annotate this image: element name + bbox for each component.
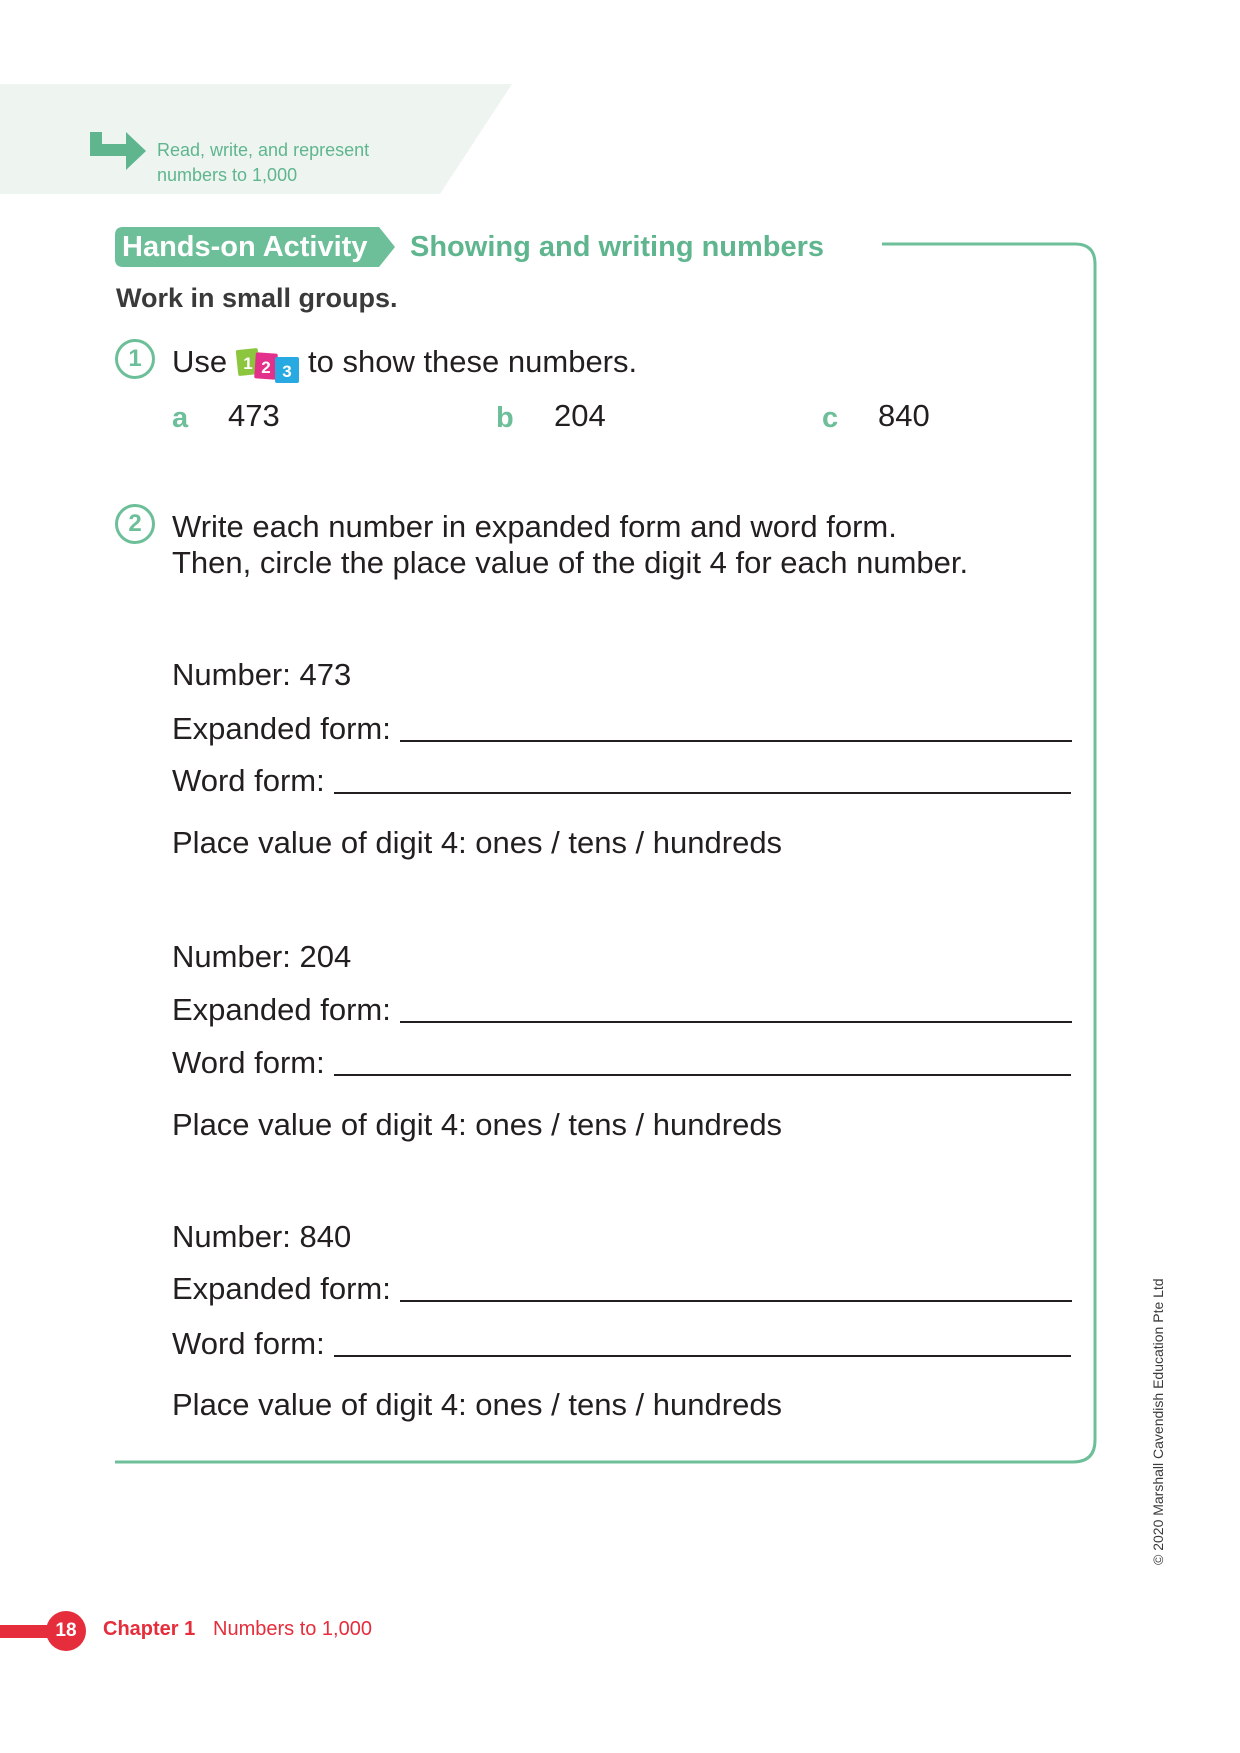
block-3-place-value[interactable]: Place value of digit 4: ones / tens / hundreds <box>172 1387 783 1422</box>
block-2-expanded-label: Expanded form: <box>172 992 391 1027</box>
block-1-expanded-label: Expanded form: <box>172 711 391 746</box>
lesson-objective-line2: numbers to 1,000 <box>157 165 298 185</box>
question-1-text-after: to show these numbers. <box>308 344 638 379</box>
lesson-objective <box>157 138 369 188</box>
question-1-number: 1 <box>115 339 155 379</box>
copyright-notice: © 2020 Marshall Cavendish Education Pte Ltd <box>1150 1278 1166 1565</box>
chapter-label: Chapter 1 <box>103 1618 196 1640</box>
page-number: 18 <box>46 1611 86 1651</box>
block-1-place-value[interactable]: Place value of digit 4: ones / tens / hundreds <box>172 825 783 860</box>
question-2-line2: Then, circle the place value of the digit 4 for each number. <box>172 545 969 580</box>
number-cards-icon <box>235 345 303 385</box>
chapter-title: Numbers to 1,000 <box>213 1618 372 1640</box>
block-3-word-answer-line[interactable] <box>334 1355 1071 1357</box>
block-3-number: Number: 840 <box>172 1219 352 1254</box>
activity-badge-label: Hands-on Activity <box>122 231 368 263</box>
block-2-place-value[interactable]: Place value of digit 4: ones / tens / hundreds <box>172 1107 783 1142</box>
card-2-label: 2 <box>261 358 271 377</box>
block-1-number: Number: 473 <box>172 657 352 692</box>
card-3-label: 3 <box>282 362 292 381</box>
activity-title: Showing and writing numbers <box>410 231 825 263</box>
option-a-letter: a <box>172 402 189 434</box>
block-2-word-answer-line[interactable] <box>334 1074 1071 1076</box>
activity-intro: Work in small groups. <box>116 283 398 313</box>
bent-arrow-icon <box>86 130 148 174</box>
option-c-value: 840 <box>878 398 930 433</box>
block-1-word-label: Word form: <box>172 763 325 798</box>
option-b-letter: b <box>496 402 514 434</box>
block-2-word-label: Word form: <box>172 1045 325 1080</box>
block-1-expanded-answer-line[interactable] <box>400 740 1072 742</box>
block-1-word-answer-line[interactable] <box>334 792 1071 794</box>
option-c-letter: c <box>822 402 839 434</box>
option-a-value: 473 <box>228 398 280 433</box>
question-2-line1: Write each number in expanded form and word form. <box>172 509 897 544</box>
option-b-value: 204 <box>554 398 606 433</box>
block-3-expanded-answer-line[interactable] <box>400 1300 1072 1302</box>
block-2-number: Number: 204 <box>172 939 352 974</box>
question-1-text-before: Use <box>172 344 228 379</box>
question-2-number: 2 <box>115 504 155 544</box>
footer-accent-bar <box>0 1625 52 1638</box>
lesson-objective-line1: Read, write, and represent <box>157 140 370 160</box>
block-3-expanded-label: Expanded form: <box>172 1271 391 1306</box>
block-3-word-label: Word form: <box>172 1326 325 1361</box>
card-1-label: 1 <box>243 354 253 373</box>
block-2-expanded-answer-line[interactable] <box>400 1021 1072 1023</box>
